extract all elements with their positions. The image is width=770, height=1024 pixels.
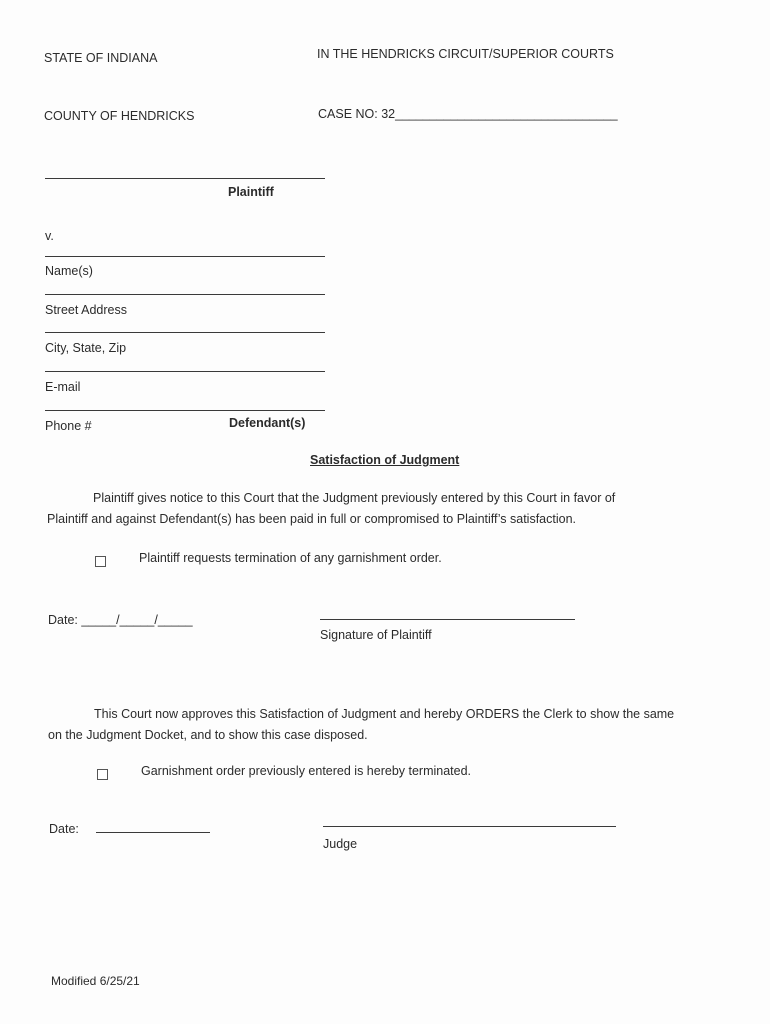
garnishment-terminated-checkbox[interactable] <box>97 769 108 780</box>
state-heading: STATE OF INDIANA <box>44 51 158 65</box>
plaintiff-signature-line <box>320 619 575 620</box>
defendant-label: Defendant(s) <box>229 416 306 430</box>
plaintiff-name-line <box>45 178 325 179</box>
garnishment-termination-request-checkbox[interactable] <box>95 556 106 567</box>
phone-label: Phone # <box>45 419 92 433</box>
court-order-paragraph <box>48 704 674 746</box>
defendant-name-line <box>45 256 325 257</box>
plaintiff-signature-label: Signature of Plaintiff <box>320 628 432 642</box>
notice-line-1: Plaintiff gives notice to this Court that the Judgment previously entered by this Court in favor of <box>93 491 616 505</box>
city-state-zip-label: City, State, Zip <box>45 341 127 355</box>
email-label: E-mail <box>45 380 81 394</box>
email-line <box>45 371 325 372</box>
city-state-zip-line <box>45 332 325 333</box>
plaintiff-label: Plaintiff <box>228 185 274 199</box>
garnishment-termination-request-label: Plaintiff requests termination of any garnishment order. <box>139 551 442 565</box>
county-heading: COUNTY OF HENDRICKS <box>44 109 195 123</box>
court-order-line-2: on the Judgment Docket, and to show this case disposed. <box>48 728 368 742</box>
name-label: Name(s) <box>45 264 93 278</box>
document-title: Satisfaction of Judgment <box>310 453 460 467</box>
notice-paragraph <box>47 488 615 530</box>
judge-signature-line <box>323 826 616 827</box>
modified-date: Modified 6/25/21 <box>51 974 140 988</box>
garnishment-terminated-label: Garnishment order previously entered is hereby terminated. <box>141 764 472 778</box>
notice-line-2: Plaintiff and against Defendant(s) has been paid in full or compromised to Plaintiff’s satisfaction. <box>47 512 576 526</box>
judge-date-line <box>96 832 210 833</box>
judge-date-label: Date: <box>49 822 79 836</box>
court-heading: IN THE HENDRICKS CIRCUIT/SUPERIOR COURTS <box>317 47 614 61</box>
phone-line <box>45 410 325 411</box>
court-order-line-1: This Court now approves this Satisfaction of Judgment and hereby ORDERS the Clerk to show the same <box>94 707 675 721</box>
case-number: CASE NO: 32________________________________ <box>318 107 618 121</box>
street-address-label: Street Address <box>45 303 127 317</box>
versus-label: v. <box>45 229 54 243</box>
judge-label: Judge <box>323 837 358 851</box>
plaintiff-date-field: Date: _____/_____/_____ <box>48 613 193 627</box>
street-address-line <box>45 294 325 295</box>
